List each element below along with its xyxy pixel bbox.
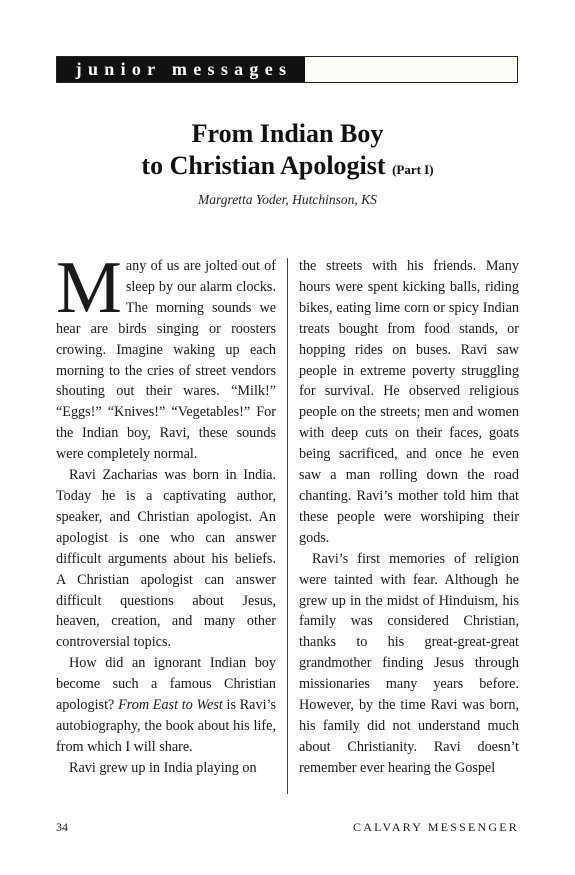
paragraph-4: Ravi grew up in India playing on	[69, 759, 257, 776]
article-column-left	[56, 247, 276, 779]
paragraph-1	[56, 247, 276, 465]
publication-name: CALVARY MESSENGER	[353, 820, 519, 834]
section-header-label: junior messages	[57, 57, 305, 82]
article-title-line1: From Indian Boy	[191, 119, 384, 148]
paragraph-2: Ravi Zacharias was born in India. Today he is a captivating author, speaker, and Christian apologist. An apologist is one who can answer difficult arguments about his beliefs. A Christian apologist can answer difficult questions about Jesus, heaven, creation, and many other controversial topics.	[56, 467, 276, 651]
paragraph-1-text: any of us are jolted out of sleep by our alarm clocks. The morning sounds we hear are birds singing or roosters crowing. Imagine waking up each morning to the cries of street vendors shouting out their wares. “Milk!” “Eggs!” “Knives!” “Vegetables!” For the Indian boy, Ravi, these sounds were completely normal.	[56, 258, 276, 463]
paragraph-5: Ravi’s first memories of religion were tainted with fear. Although he grew up in the midst of Hinduism, his family was considered Christian, thanks to his great-great-great grandmother finding Jesus through missionaries many years before. However, by the time Ravi was born, his family did not understand much about Christianity. Ravi doesn’t remember ever hearing the Gospel	[299, 550, 519, 776]
article-title-line2	[0, 150, 575, 186]
column-divider	[287, 258, 288, 794]
paragraph-3-text-a: How did an ignorant Indian boy become such a famous Christian apologist?	[56, 655, 276, 714]
drop-cap: M	[56, 247, 122, 329]
article-byline: Margretta Yoder, Hutchinson, KS	[198, 192, 377, 207]
paragraph-4-continued: the streets with his friends. Many hours were spent kicking balls, riding bikes, eating lime corn or spicy Indian treats bought from food stands, or hopping rides on buses. Ravi saw people in extreme poverty struggling for survival. He observed religious people on the streets; men and women with deep cuts on their faces, goats being sacrificed, and once he even saw a man rolling down the road chanting. Ravi’s mother told him that these people were worshiping their gods.	[299, 258, 519, 546]
article-title-line2-text: to Christian Apologist	[141, 151, 386, 180]
paragraph-3-text-b: is Ravi’s autobiography, the book about his life, from which I will share.	[56, 697, 276, 755]
section-header	[56, 56, 518, 83]
page-number: 34	[56, 820, 68, 834]
article-part-label: (Part I)	[392, 162, 434, 177]
section-header-fill	[305, 57, 517, 82]
book-title: From East to West	[118, 697, 223, 714]
article-column-right	[299, 256, 519, 779]
article-title-block	[0, 118, 575, 208]
paragraph-3	[56, 653, 276, 758]
